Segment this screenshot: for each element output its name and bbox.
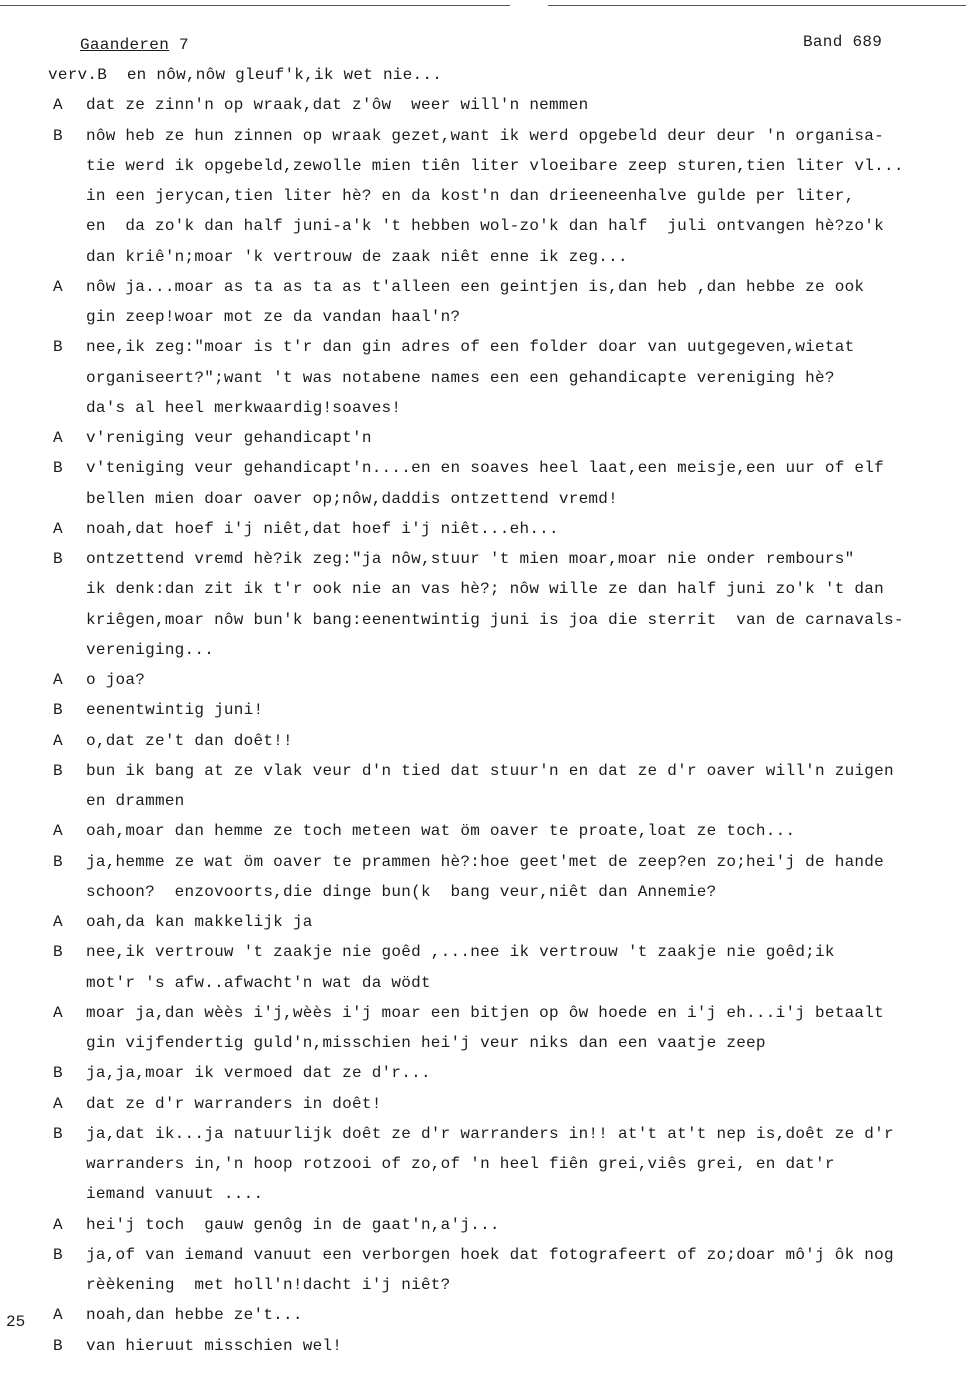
speaker-label: A [53, 96, 63, 114]
speaker-label: A [53, 429, 63, 447]
line-text: kriêgen,moar nôw bun'k bang:eenentwintig juni is joa die sterrit van de carnavals- [86, 611, 904, 629]
line-text: ja,ja,moar ik vermoed dat ze d'r... [86, 1064, 431, 1082]
line-text: nôw heb ze hun zinnen op wraak gezet,want ik werd opgebeld deur deur 'n organisa- [86, 127, 884, 145]
speaker-label: B [53, 459, 63, 477]
line-text: nee,ik vertrouw 't zaakje nie goêd ,...nee ik vertrouw 't zaakje nie goêd;ik [86, 943, 835, 961]
line-text: bellen mien doar oaver op;nôw,daddis ontzettend vremd! [86, 490, 618, 508]
speaker-label: B [53, 1064, 63, 1082]
line-text: verv.B en nôw,nôw gleuf'k,ik wet nie... [48, 66, 443, 84]
line-text: bun ik bang at ze vlak veur d'n tied dat stuur'n en dat ze d'r oaver will'n zuigen [86, 762, 894, 780]
line-text: schoon? enzovoorts,die dinge bun(k bang veur,niêt dan Annemie? [86, 883, 717, 901]
line-text: ik denk:dan zit ik t'r ook nie an vas hè?; nôw wille ze dan half juni zo'k 't dan [86, 580, 884, 598]
line-text: o,dat ze't dan doêt!! [86, 732, 293, 750]
line-text: oah,moar dan hemme ze toch meteen wat öm oaver te proate,loat ze toch... [86, 822, 796, 840]
speaker-label: B [53, 1246, 63, 1264]
line-text: in een jerycan,tien liter hè? en da kost'n dan drieeneenhalve gulde per liter, [86, 187, 855, 205]
line-text: v'reniging veur gehandicapt'n [86, 429, 372, 447]
line-text: tie werd ik opgebeld,zewolle mien tiên liter vloeibare zeep sturen,tien liter vl... [86, 157, 904, 175]
line-text: o joa? [86, 671, 146, 689]
speaker-label: A [53, 732, 63, 750]
speaker-label: B [53, 943, 63, 961]
speaker-label: B [53, 701, 63, 719]
line-text: iemand vanuut .... [86, 1185, 264, 1203]
line-text: noah,dat hoef i'j niêt,dat hoef i'j niêt...eh... [86, 520, 559, 538]
speaker-label: A [53, 671, 63, 689]
speaker-label: B [53, 762, 63, 780]
speaker-label: A [53, 1216, 63, 1234]
line-text: en drammen [86, 792, 185, 810]
line-text: eenentwintig juni! [86, 701, 264, 719]
line-text: hei'j toch gauw genôg in de gaat'n,a'j... [86, 1216, 500, 1234]
line-text: ja,dat ik...ja natuurlijk doêt ze d'r warranders in!! at't at't nep is,doêt ze d'r [86, 1125, 894, 1143]
speaker-label: B [53, 853, 63, 871]
line-text: nôw ja...moar as ta as ta as t'alleen een geintjen is,dan heb ,dan hebbe ze ook [86, 278, 865, 296]
line-text: en da zo'k dan half juni-a'k 't hebben wol-zo'k dan half juli ontvangen hè?zo'k [86, 217, 884, 235]
line-text: warranders in,'n hoop rotzooi of zo,of 'n heel fiên grei,viês grei, en dat'r [86, 1155, 835, 1173]
header-tape-number: Band 689 [803, 33, 883, 51]
header-page-number: 7 [179, 36, 189, 54]
line-text: dat ze d'r warranders in doêt! [86, 1095, 382, 1113]
speaker-label: A [53, 1095, 63, 1113]
top-rule-left [0, 5, 510, 6]
line-text: nee,ik zeg:"moar is t'r dan gin adres of een folder doar van uutgegeven,wietat [86, 338, 855, 356]
line-text: ja,hemme ze wat öm oaver te prammen hè?:hoe geet'met de zeep?en zo;hei'j de hande [86, 853, 884, 871]
line-text: oah,da kan makkelijk ja [86, 913, 313, 931]
speaker-label: A [53, 1004, 63, 1022]
line-text: gin zeep!woar mot ze da vandan haal'n? [86, 308, 461, 326]
line-text: da's al heel merkwaardig!soaves! [86, 399, 402, 417]
margin-line-number: 25 [6, 1313, 26, 1331]
top-rule-right [548, 5, 966, 6]
speaker-label: A [53, 278, 63, 296]
line-text: mot'r 's afw..afwacht'n wat da wödt [86, 974, 431, 992]
line-text: vereniging... [86, 641, 215, 659]
line-text: ja,of van iemand vanuut een verborgen hoek dat fotografeert of zo;doar mô'j ôk nog [86, 1246, 894, 1264]
header-place [80, 36, 189, 54]
line-text: noah,dan hebbe ze't... [86, 1306, 303, 1324]
speaker-label: A [53, 822, 63, 840]
speaker-label: B [53, 550, 63, 568]
line-text: v'teniging veur gehandicapt'n....en en soaves heel laat,een meisje,een uur of elf [86, 459, 884, 477]
line-text: ontzettend vremd hè?ik zeg:"ja nôw,stuur 't mien moar,moar nie onder rembours" [86, 550, 855, 568]
speaker-label: A [53, 520, 63, 538]
line-text: organiseert?";want 't was notabene names een een gehandicapte vereniging hè? [86, 369, 835, 387]
line-text: dan kriê'n;moar 'k vertrouw de zaak niêt enne ik zeg... [86, 248, 628, 266]
speaker-label: B [53, 338, 63, 356]
speaker-label: A [53, 1306, 63, 1324]
line-text: moar ja,dan wèès i'j,wèès i'j moar een bitjen op ôw hoede en i'j eh...i'j betaalt [86, 1004, 884, 1022]
line-text: van hieruut misschien wel! [86, 1337, 343, 1355]
speaker-label: B [53, 1125, 63, 1143]
speaker-label: B [53, 127, 63, 145]
speaker-label: B [53, 1337, 63, 1355]
header-place-name: Gaanderen [80, 36, 170, 54]
line-text: gin vijfendertig guld'n,misschien hei'j veur niks dan een vaatje zeep [86, 1034, 766, 1052]
line-text: dat ze zinn'n op wraak,dat z'ôw weer will'n nemmen [86, 96, 589, 114]
line-text: rèèkening met holl'n!dacht i'j niêt? [86, 1276, 451, 1294]
speaker-label: A [53, 913, 63, 931]
